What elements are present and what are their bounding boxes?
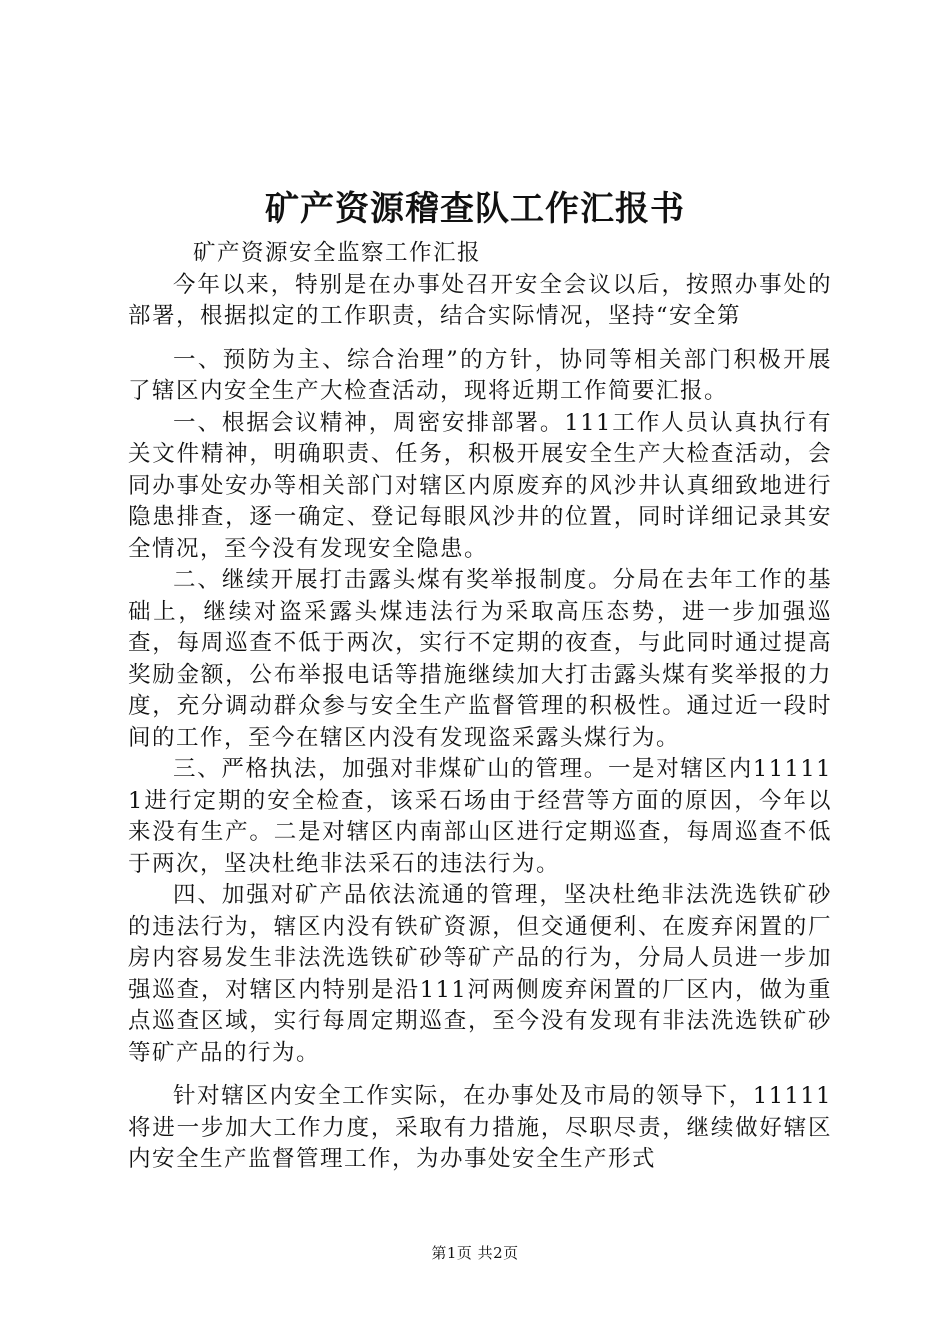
paragraph-section-2: 二、继续开展打击露头煤有奖举报制度。分局在去年工作的基础上，继续对盗采露头煤违法行为采取高压态势，进一步加强巡查，每周巡查不低于两次，实行不定期的夜查，与此同时通过提高奖励金额，公布举报电话等措施继续加大打击露头煤有奖举报的力度，充分调动群众参与安全生产监督管理的积极性。通过近一段时间的工作，至今在辖区内没有发现盗采露头煤行为。 (128, 567, 832, 751)
paragraph-conclusion: 针对辖区内安全工作实际，在办事处及市局的领导下，11111将进一步加大工作力度，采取有力措施，尽职尽责，继续做好辖区内安全生产监督管理工作，为办事处安全生产形式 (128, 1083, 832, 1172)
paragraph-section-3: 三、严格执法，加强对非煤矿山的管理。一是对辖区内111111进行定期的安全检查，该采石场由于经营等方面的原因，今年以来没有生产。二是对辖区内南部山区进行定期巡查，每周巡查不低于两次，坚决杜绝非法采石的违法行为。 (128, 756, 832, 877)
document-body (128, 238, 832, 1176)
paragraph-section-1: 一、根据会议精神，周密安排部署。111工作人员认真执行有关文件精神，明确职责、任务，积极开展安全生产大检查活动，会同办事处安办等相关部门对辖区内原废弃的风沙井认真细致地进行隐患排查，逐一确定、登记每眼风沙井的位置，同时详细记录其安全情况，至今没有发现安全隐患。 (128, 409, 832, 562)
document-title: 矿产资源稽查队工作汇报书 (265, 189, 685, 229)
paragraph-intro: 今年以来，特别是在办事处召开安全会议以后，按照办事处的部署，根据拟定的工作职责，结合实际情况，坚持“安全第 (128, 271, 832, 329)
page-number-footer: 第1页 共2页 (431, 1244, 519, 1262)
paragraph-section-4: 四、加强对矿产品依法流通的管理，坚决杜绝非法洗选铁矿砂的违法行为，辖区内没有铁矿资源，但交通便利、在废弃闲置的厂房内容易发生非法洗选铁矿砂等矿产品的行为，分局人员进一步加强巡查，对辖区内特别是沿111河两侧废弃闲置的厂区内，做为重点巡查区域，实行每周定期巡查，至今没有发现有非法洗选铁矿砂等矿产品的行为。 (128, 882, 832, 1066)
document-subtitle: 矿产资源安全监察工作汇报 (193, 240, 482, 266)
paragraph-principle: 一、预防为主、综合治理”的方针，协同等相关部门积极开展了辖区内安全生产大检查活动，现将近期工作简要汇报。 (128, 346, 832, 404)
